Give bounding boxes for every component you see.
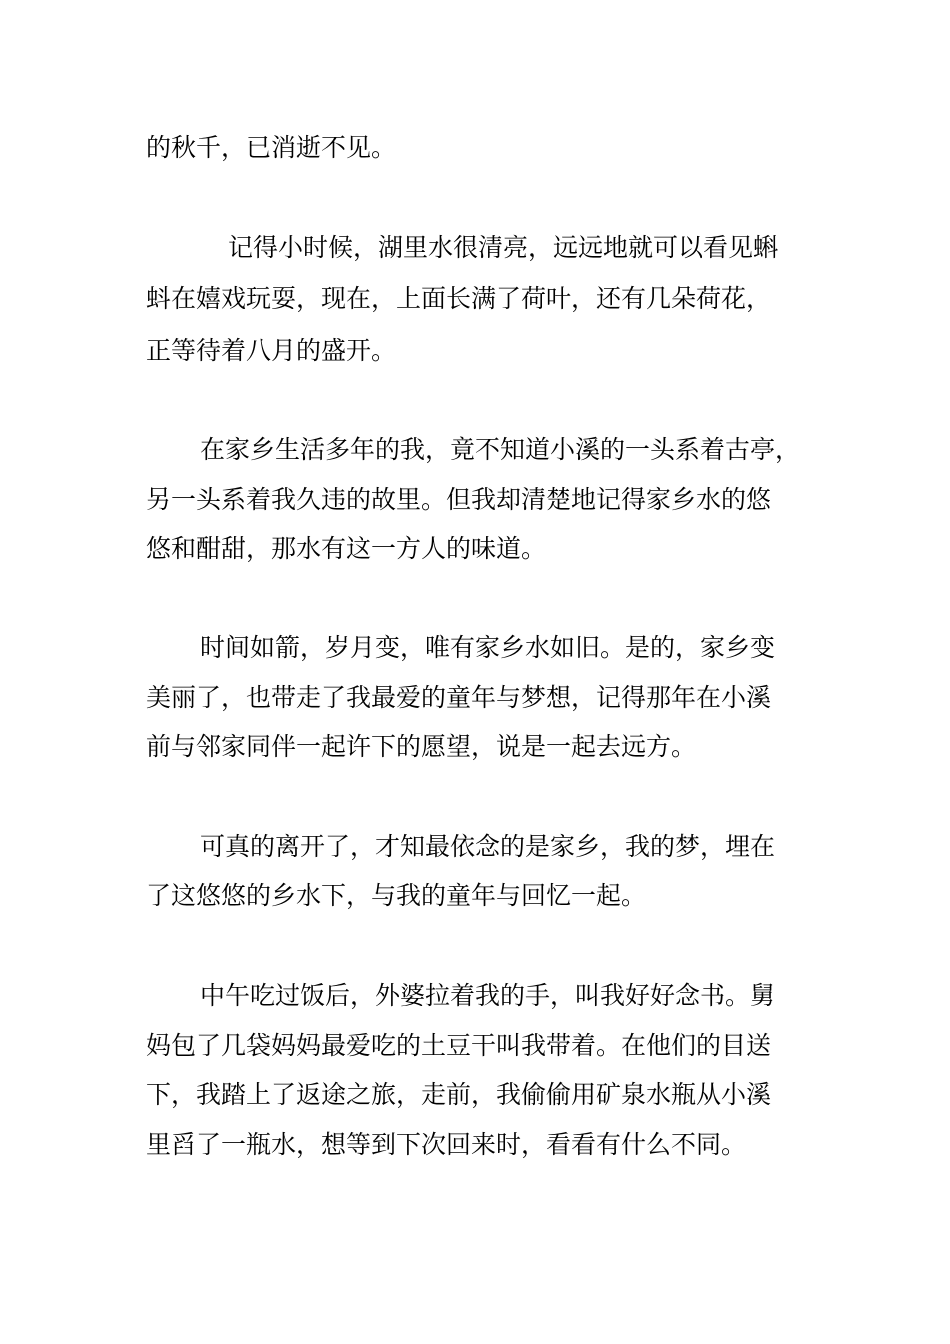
text-line: 美丽了，也带走了我最爱的童年与梦想，记得那年在小溪 (146, 683, 772, 712)
text-line: 前与邻家同伴一起许下的愿望，说是一起去远方。 (146, 732, 697, 761)
text-line: 了这悠悠的乡水下，与我的童年与回忆一起。 (146, 881, 647, 910)
text-line: 悠和酣甜，那水有这一方人的味道。 (146, 534, 547, 563)
text-line: 妈包了几袋妈妈最爱吃的土豆干叫我带着。在他们的目送 (146, 1031, 772, 1060)
text-line: 记得小时候，湖里水很清亮，远远地就可以看见蝌 (228, 233, 779, 262)
text-line: 正等待着八月的盛开。 (146, 336, 397, 365)
text-line: 中午吃过饭后，外婆拉着我的手，叫我好好念书。舅 (200, 981, 776, 1010)
text-line: 蚪在嬉戏玩耍，现在，上面长满了荷叶，还有几朵荷花， (146, 284, 772, 313)
text-line: 里舀了一瓶水，想等到下次回来时，看看有什么不同。 (146, 1130, 747, 1159)
text-line: 下，我踏上了返途之旅，走前，我偷偷用矿泉水瓶从小溪 (146, 1080, 772, 1109)
text-line: 另一头系着我久违的故里。但我却清楚地记得家乡水的悠 (146, 485, 772, 514)
text-line: 的秋千，已消逝不见。 (146, 133, 397, 162)
text-line: 可真的离开了，才知最依念的是家乡，我的梦，埋在 (200, 832, 776, 861)
text-line: 时间如箭，岁月变，唯有家乡水如旧。是的，家乡变 (200, 633, 776, 662)
text-line: 在家乡生活多年的我，竟不知道小溪的一头系着古亭， (200, 435, 801, 464)
